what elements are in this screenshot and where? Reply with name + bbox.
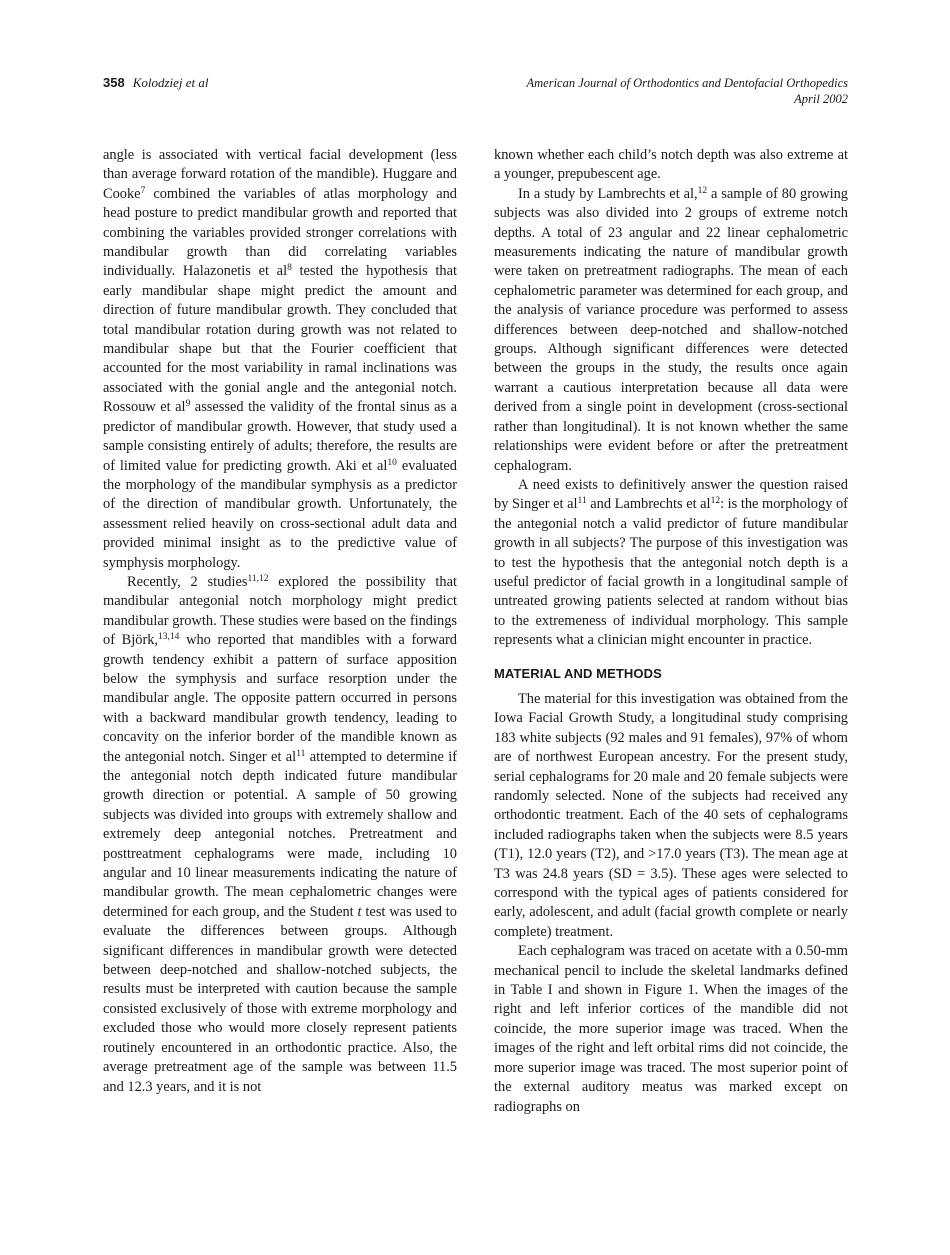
text-run: A need exists to definitively answer the question raised by Singer et al	[494, 476, 848, 513]
text-run: a sample of 80 growing subjects was also divided into 2 groups of extreme notch depths. A total of 23 angular and 22 linear cephalometric measurements indicating the nature of mandibular growth were taken on pretreatment radiographs. The mean of each cephalometric parameter was determined for each group, and the analysis of variance procedure was performed to assess differences between deep-notched and shallow-notched groups. Although significant differences were detected between the groups in the study, the results once again warrant a cautious interpretation because all data were derived from a single point in development (cross-sectional rather than longitudinal). It is not known whether the same relationships were evident before or after the pretreatment cephalogram.	[494, 185, 848, 474]
text-run: tested the hypothesis that early mandibular shape might predict the amount and direction of future mandibular growth. They concluded that total mandibular rotation during growth was not related to mandibular shape but that the Fourier coefficient that accounted for the most variability in ramal inclinations was associated with the gonial angle and the antegonial notch. Rossouw et al	[103, 263, 457, 416]
text-run: who reported that mandibles with a forward growth tendency exhibit a pattern of surface apposition below the symphysis and surface resorption under the mandibular angle. The opposite pattern occurred in persons with a backward mandibular growth tendency, leading to concavity on the inferior border of the mandible known as the antegonial notch. Singer et al	[103, 632, 457, 765]
text-run: combined the variables of atlas morphology and head posture to predict mandibular growth and reported that combining the variables provided stronger correlations with mandibular growth than did correlating variables individually. Halazonetis et al	[103, 185, 457, 280]
text-run: evaluated the morphology of the mandibular symphysis as a predictor of the direction of mandibular growth. Unfortunately, the assessment relied heavily on cross-sectional adult data and provided minimal insight as to the predictive value of symphysis morphology.	[103, 457, 457, 571]
paragraph: The material for this investigation was obtained from the Iowa Facial Growth Study, a longitudinal study comprising 183 white subjects (92 males and 91 females), 97% of whom are of northwest European ancestry. For the present study, serial cephalograms for 20 male and 20 female subjects were randomly selected. None of the subjects had received any orthodontic treatment. Each of the 40 sets of cephalograms included radiographs taken when the subjects were 8.5 years (T1), 12.0 years (T2), and >17.0 years (T3). The mean age at T3 was 24.8 years (SD = 3.5). These ages were selected to correspond with the typical ages of patients considered for early, adolescent, and adult (facial growth complete or nearly complete) treatment.	[494, 690, 848, 940]
paragraph	[103, 573, 457, 1097]
citation-ref: 9	[185, 399, 191, 410]
text-run: In a study by Lambrechts et al,	[518, 185, 698, 202]
running-header	[103, 75, 848, 115]
italic-variable: t	[357, 903, 362, 920]
text-run: explored the possibility that mandibular antegonial notch morphology might predict mandibular growth. These studies were based on the findings of Björk,	[103, 573, 457, 649]
left-column	[103, 146, 457, 1097]
section-heading: MATERIAL AND METHODS	[494, 665, 662, 681]
page-number: 358	[103, 75, 125, 90]
running-authors: Kolodziej et al	[132, 75, 209, 90]
citation-ref: 12	[697, 185, 708, 196]
citation-ref: 11	[577, 496, 587, 507]
citation-ref: 7	[140, 185, 146, 196]
text-run: attempted to determine if the antegonial notch depth indicated future mandibular growth direction or potential. A sample of 50 growing subjects was divided into groups with extremely shallow and extremely deep antegonial notches. Pretreatment and posttreatment cephalograms were made, including 10 angular and 10 linear measurements indicating the nature of mandibular growth. The mean cephalometric changes were determined for each group, and the Student	[103, 748, 458, 920]
paragraph: known whether each child’s notch depth was also extreme at a younger, prepubescent age.	[494, 147, 848, 183]
text-run: Recently, 2 studies	[127, 573, 248, 590]
text-run: and Lambrechts et al	[586, 496, 711, 513]
text-run: angle is associated with vertical facial development (less than average forward rotation of the mandible). Huggare and Cooke	[103, 147, 457, 202]
paragraph	[494, 185, 848, 476]
citation-ref: 13,14	[158, 632, 180, 643]
text-run: test was used to evaluate the differences between groups. Although significant differences in mandibular growth were detected between deep-notched and shallow-notched subjects, the results must be interpreted with caution because the sample consisted exclusively of those with extreme morphology and excluded those who would more closely represent patients routinely encountered in an orthodontic practice. Also, the average pretreatment age of the sample was between 11.5 and 12.3 years, and it is not	[103, 903, 458, 1095]
citation-ref: 8	[287, 263, 292, 274]
paragraph: Each cephalogram was traced on acetate with a 0.50-mm mechanical pencil to include the skeletal landmarks defined in Table I and shown in Figure 1. When the images of the right and left inferior cortices of the mandible did not coincide, the more superior image was traced. When the images of the right and left orbital rims did not coincide, the more superior image was traced. The most superior point of the external auditory meatus was marked except on radiographs on	[494, 943, 848, 1115]
text-run: : is the morphology of the antegonial notch a valid predictor of future mandibular growth in all subjects? The purpose of this investigation was to test the hypothesis that the antegonial notch depth is a useful predictor of facial growth in a longitudinal sample of untreated growing patients selected at random without bias to the extremeness of individual morphology. This sample represents what a clinician might encounter in practice.	[494, 496, 848, 649]
citation-ref: 11	[296, 748, 306, 759]
citation-ref: 12	[710, 496, 721, 507]
header-right	[527, 75, 849, 107]
citation-ref: 11,12	[247, 573, 269, 584]
text-run: assessed the validity of the frontal sinus as a predictor of mandibular growth. However, that study used a sample consisting entirely of adults; therefore, the results are of limited value for predicting growth. Aki et al	[103, 399, 458, 474]
paragraph	[494, 476, 848, 651]
right-column	[494, 146, 848, 1117]
header-left	[103, 75, 209, 91]
paragraph	[103, 146, 457, 573]
citation-ref: 10	[387, 457, 397, 468]
issue-date: April 2002	[794, 92, 848, 106]
journal-title: American Journal of Orthodontics and Dentofacial Orthopedics	[526, 76, 848, 90]
